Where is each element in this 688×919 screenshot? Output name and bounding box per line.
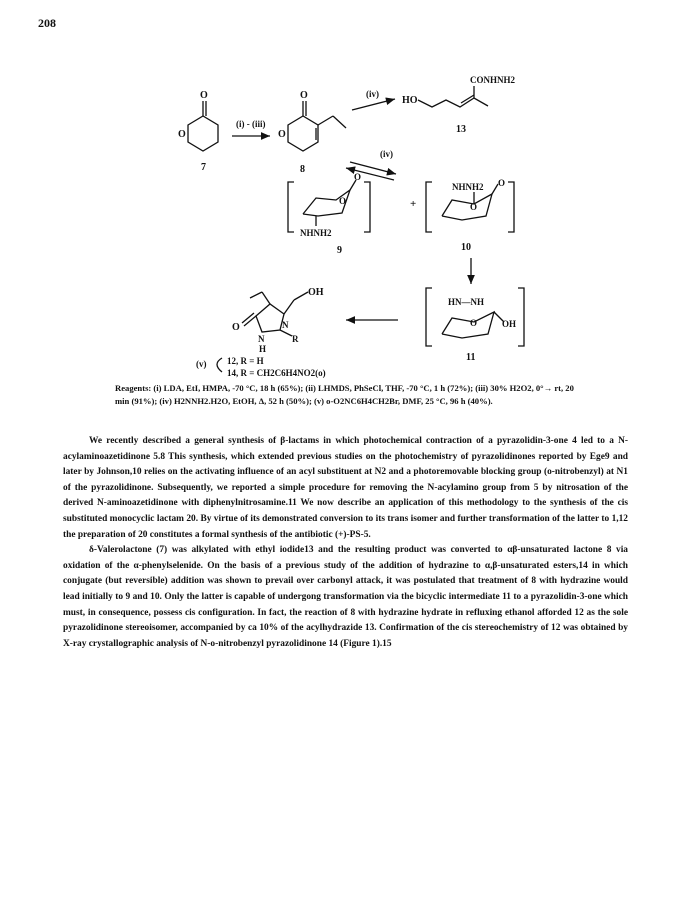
reagent-label: (i) - (iii): [236, 119, 266, 129]
reagent-label: (v): [196, 359, 207, 369]
reagent-label: (iv): [366, 89, 379, 99]
atom-nhnh2: NHNH2: [452, 182, 484, 192]
atom-o: O: [200, 90, 208, 101]
atom-r: R: [292, 334, 299, 344]
reagents-caption: Reagents: (i) LDA, EtI, HMPA, -70 °C, 18 h (65%); (ii) LHMDS, PhSeCl, THF, -70 °C, 1 h (72%); (iii) 30% H2O2, 0°→ rt, 20 min (91%); (iv) H2NNH2.H2O, EtOH, Δ, 52 h (50%); (v) o-O2NC6H4CH2Br, DMF, 25 °C, 96 h (40%).: [115, 383, 574, 406]
page-number: 208: [38, 16, 56, 30]
label-11: 11: [466, 352, 476, 363]
reagent-label: (iv): [380, 149, 393, 159]
compound-13-structure: [402, 75, 516, 107]
paragraph: δ-Valerolactone (7) was alkylated with ethyl iodide13 and the resulting product was converted to αβ-unsaturated lactone 8 via oxidation of the α-phenylselenide. On the basis of a previous study of the addition of hydrazine to α,β-unsaturated esters,14 in which conjugate (but reversible) addition was shown to prevail over carbonyl attack, it was postulated that treatment of 8 with hydrazine would lead initially to 9 and 10. Only the latter is capable of undergong transformation via the bicyclic intermediate 11 to a pyrazolidin-3-one which must, in consequence, possess cis configuration. In fact, the reaction of 8 with hydrazine hydrate in refluxing ethanol afforded 12 as the sole pyrazolidinone stereoisomer, accompanied by ca 10% of the acylhydrazide 13. Confirmation of the cis stereochemistry of 12 was obtained by X-ray crystallographic analysis of N-o-nitrobenzyl pyrazolidinone 14 (Figure 1).15: [63, 545, 628, 649]
label-10: 10: [461, 242, 471, 253]
atom-o: O: [498, 178, 506, 188]
atom-nhnh2: NHNH2: [300, 228, 332, 238]
label-9: 9: [337, 245, 342, 256]
compound-10-structure: [426, 178, 514, 232]
compound-11-structure: [426, 288, 524, 346]
compound-7-structure: [178, 90, 218, 151]
atom-o: O: [470, 202, 478, 212]
atom-ho: HO: [402, 95, 418, 106]
atom-o: O: [232, 322, 240, 333]
label-12: 12, R = H: [227, 356, 264, 366]
atom-o: O: [470, 318, 478, 328]
atom-h: H: [259, 344, 267, 354]
compound-9-structure: [288, 172, 370, 238]
atom-o: O: [339, 196, 347, 206]
atom-o: O: [278, 129, 286, 140]
atom-oh: OH: [308, 287, 324, 298]
compound-8-structure: [278, 90, 346, 151]
atom-n: N: [258, 334, 265, 344]
label-13: 13: [456, 124, 466, 135]
body-text: [63, 434, 628, 652]
atom-o: O: [354, 172, 362, 182]
label-8: 8: [300, 164, 305, 175]
atom-n: N: [282, 320, 289, 330]
compound-12-structure: [232, 287, 324, 354]
atom-hn-nh: HN—NH: [448, 297, 484, 307]
atom-conhnh2: CONHNH2: [470, 75, 515, 85]
atom-o: O: [178, 129, 186, 140]
atom-oh: OH: [502, 319, 517, 329]
reaction-scheme: [0, 0, 688, 380]
plus-sign: +: [410, 198, 417, 210]
atom-o: O: [300, 90, 308, 101]
label-7: 7: [201, 162, 206, 173]
label-14: 14, R = CH2C6H4NO2(o): [227, 368, 326, 378]
paragraph: We recently described a general synthesis of β-lactams in which photochemical contraction of a pyrazolidin-3-one 4 led to a N-acylaminoazetidinone 5.8 This synthesis, which extended previous studies on the photochemistry of pyrazolidinones reported by Ege9 and later by Johnson,10 relies on the activating influence of an acyl substituent at N2 and a photoremovable blocking group (o-nitrobenzyl) at N1 of the pyrazolidinone. Subsequently, we reported a simple procedure for removing the N-acylamino group from 5 by nitrosation of the derived N-aminoazetidinone with diphenylnitrosamine.11 We now describe an application of this methodology to the synthesis of the cis substituted monocyclic lactam 20. By virtue of its demonstrated conversion to its trans isomer and further transformation of the latter to 1,12 the preparation of 20 constitutes a formal synthesis of the antibiotic (+)-PS-5.: [63, 436, 628, 540]
